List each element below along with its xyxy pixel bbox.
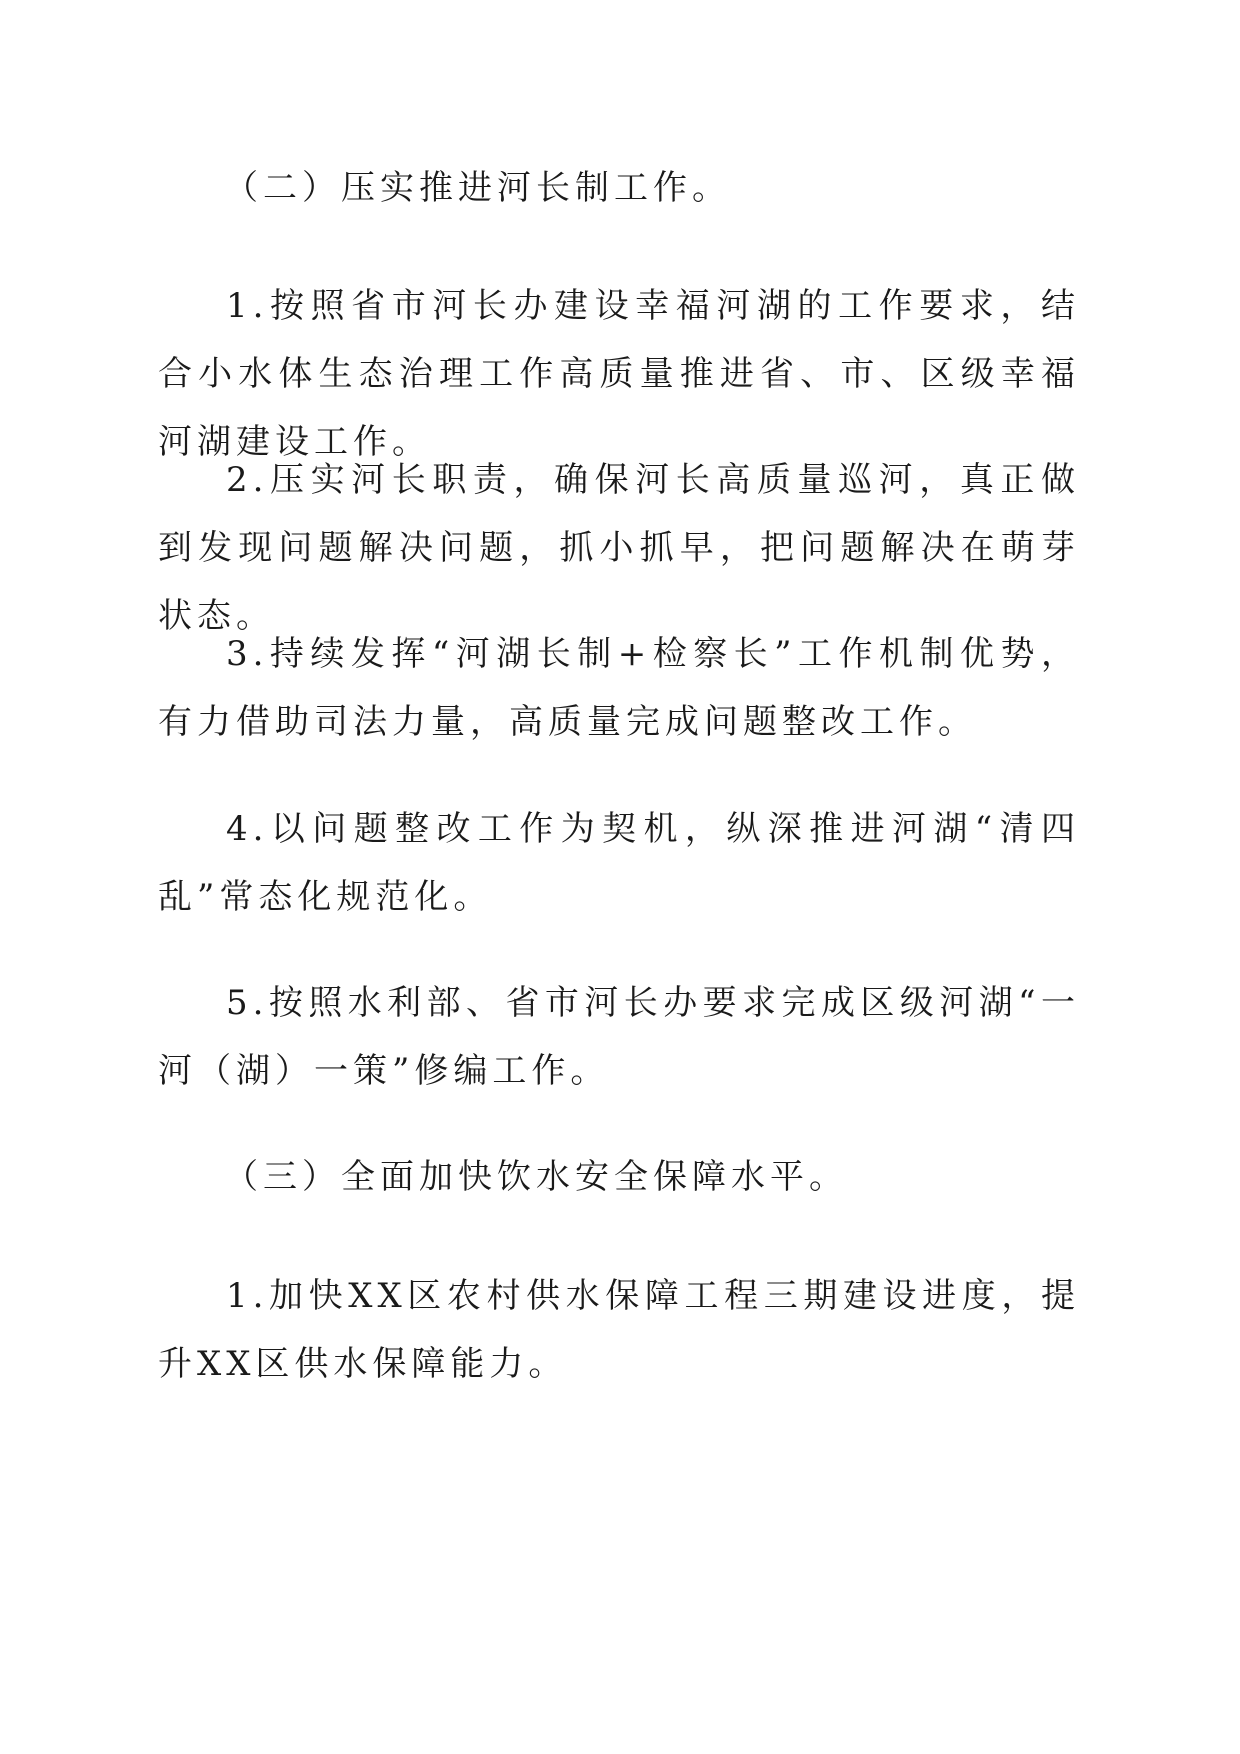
paragraph-2-2: 2.压实河长职责，确保河长高质量巡河，真正做到发现问题解决问题，抓小抓早，把问题解决在萌芽状态。	[158, 460, 1080, 636]
section-heading-3: （三）全面加快饮水安全保障水平。	[224, 1157, 848, 1197]
paragraph-2-5: 5.按照水利部、省市河长办要求完成区级河湖“一河（湖）一策”修编工作。	[158, 983, 1080, 1091]
paragraph-2-3: 3.持续发挥“河湖长制+检察长”工作机制优势，有力借助司法力量，高质量完成问题整改工作。	[158, 634, 1080, 742]
paragraph-2-1: 1.按照省市河长办建设幸福河湖的工作要求，结合小水体生态治理工作高质量推进省、市、区级幸福河湖建设工作。	[158, 286, 1080, 462]
paragraph-3-1: 1.加快XX区农村供水保障工程三期建设进度，提升XX区供水保障能力。	[158, 1276, 1080, 1384]
section-heading-2: （二）压实推进河长制工作。	[224, 168, 731, 208]
paragraph-2-4: 4.以问题整改工作为契机，纵深推进河湖“清四乱”常态化规范化。	[158, 809, 1080, 917]
